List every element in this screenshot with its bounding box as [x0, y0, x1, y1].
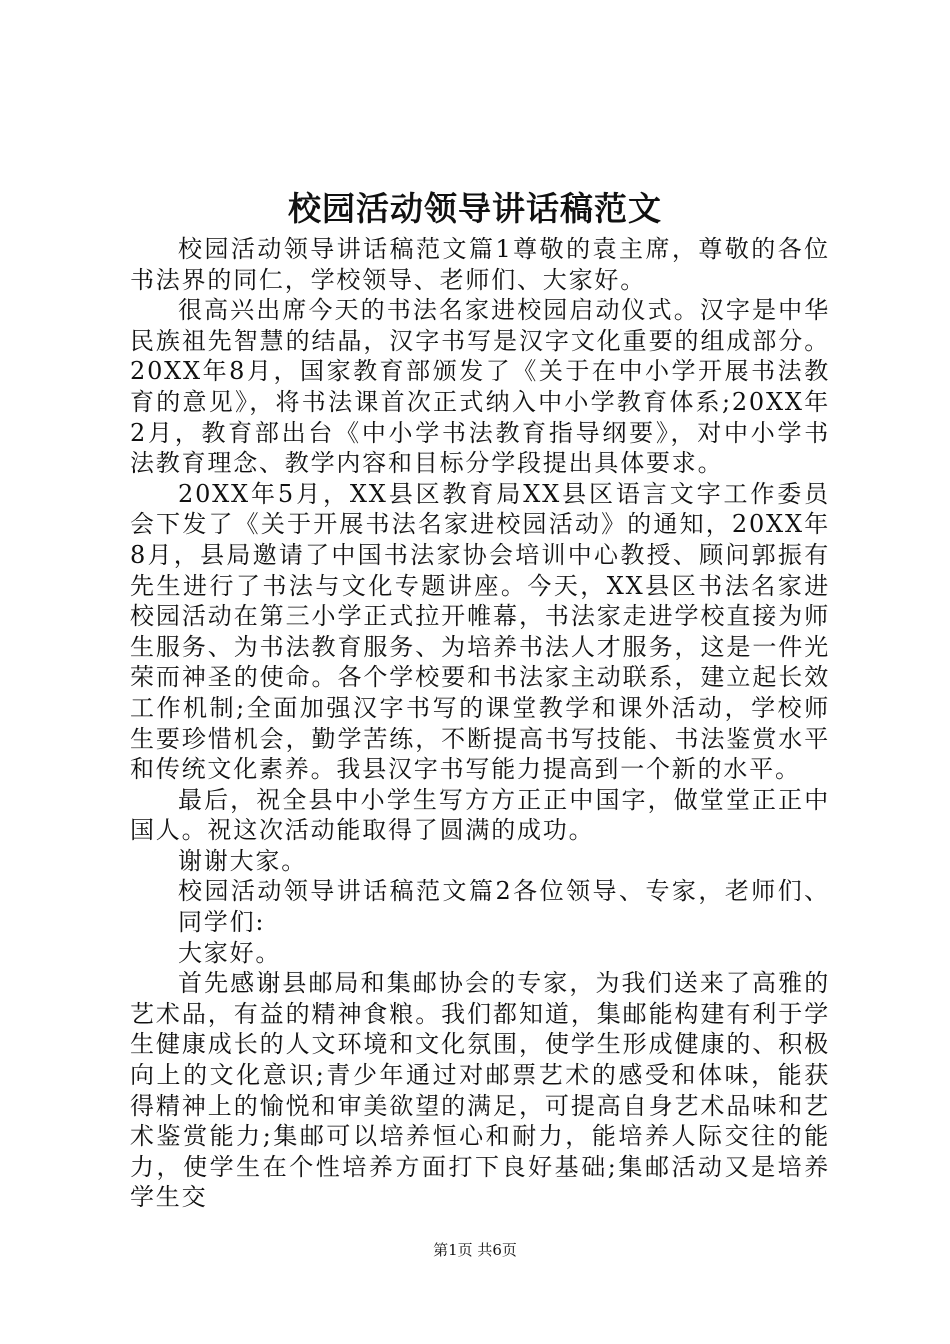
paragraph-1: 校园活动领导讲话稿范文篇1尊敬的袁主席，尊敬的各位书法界的同仁，学校领导、老师们、大家好。	[130, 235, 830, 294]
paragraph-5: 谢谢大家。	[178, 846, 307, 875]
page-footer	[0, 1240, 950, 1260]
paragraph-6: 校园活动领导讲话稿范文篇2各位领导、专家，老师们、同学们:	[178, 877, 830, 937]
document-title: 校园活动领导讲话稿范文	[288, 189, 662, 228]
paragraph-4: 最后，祝全县中小学生写方方正正中国字，做堂堂正正中国人。祝这次活动能取得了圆满的成功。	[130, 785, 830, 845]
paragraph-2: 很高兴出席今天的书法名家进校园启动仪式。汉字是中华民族祖先智慧的结晶，汉字书写是汉字文化重要的组成部分。20XX年8月，国家教育部颁发了《关于在中小学开展书法教育的意见》，将书法课首次正式纳入中小学教育体系;20XX年2月，教育部出台《中小学书法教育指导纲要》，对中小学书法教育理念、教学内容和目标分学段提出具体要求。	[130, 296, 830, 478]
document-body	[130, 234, 830, 1213]
paragraph-3: 20XX年5月，XX县区教育局XX县区语言文字工作委员会下发了《关于开展书法名家进校园活动》的通知，20XX年8月，县局邀请了中国书法家协会培训中心教授、顾问郭振有先生进行了书法与文化专题讲座。今天，XX县区书法名家进校园活动在第三小学正式拉开帷幕，书法家走进学校直接为师生服务、为书法教育服务、为培养书法人才服务，这是一件光荣而神圣的使命。各个学校要和书法家主动联系，建立起长效工作机制;全面加强汉字书写的课堂教学和课外活动，学校师生要珍惜机会，勤学苦练，不断提高书写技能、书法鉴赏水平和传统文化素养。我县汉字书写能力提高到一个新的水平。	[130, 479, 830, 784]
paragraph-8: 首先感谢县邮局和集邮协会的专家，为我们送来了高雅的艺术品，有益的精神食粮。我们都知道，集邮能构建有利于学生健康成长的人文环境和文化氛围，使学生形成健康的、积极向上的文化意识;青少年通过对邮票艺术的感受和体味，能获得精神上的愉悦和审美欲望的满足，可提高自身艺术品味和艺术鉴赏能力;集邮可以培养恒心和耐力，能培养人际交往的能力，使学生在个性培养方面打下良好基础;集邮活动又是培养学生交	[130, 969, 830, 1212]
paragraph-7: 大家好。	[178, 938, 282, 967]
page-indicator: 第1页 共6页	[433, 1241, 517, 1259]
